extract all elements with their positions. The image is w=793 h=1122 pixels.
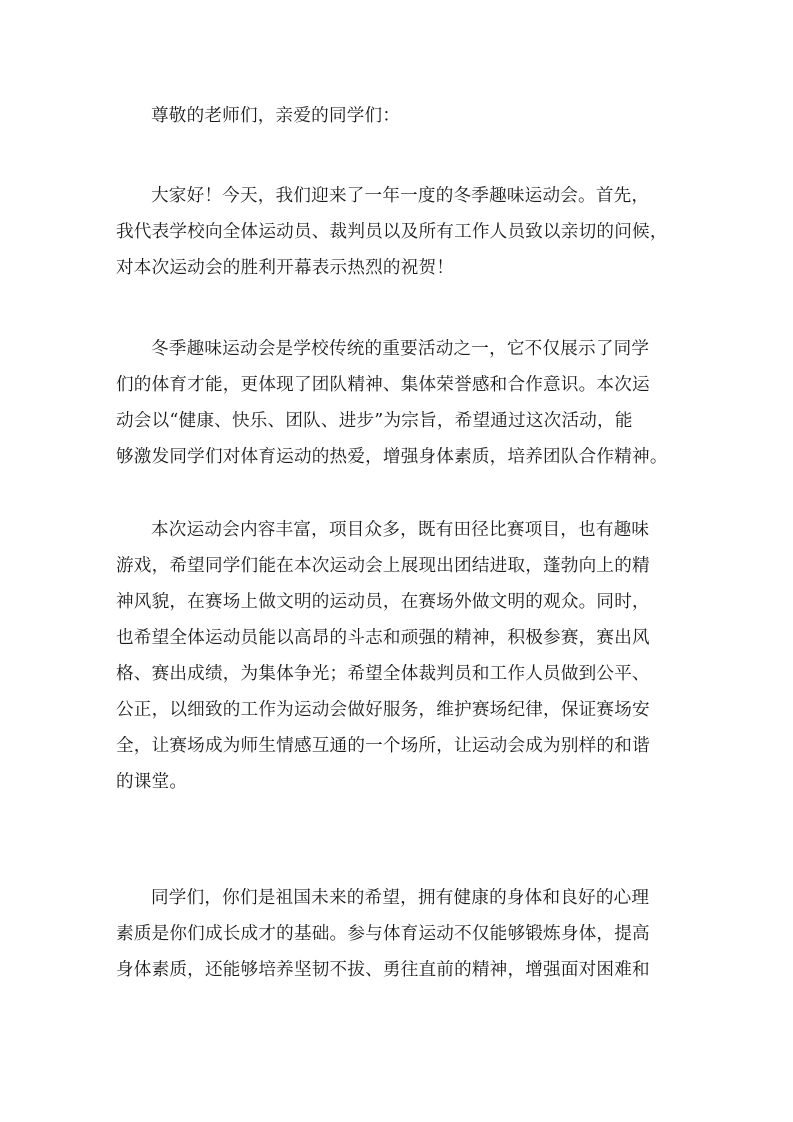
paragraph-line: 动会以“健康、快乐、团队、进步”为宗旨，希望通过这次活动，能 — [116, 411, 633, 431]
paragraph-line: 也希望全体运动员能以高昂的斗志和顽强的精神，积极参赛，赛出风 — [116, 628, 650, 648]
paragraph-line: 游戏，希望同学们能在本次运动会上展现出团结进取，蓬勃向上的精 — [116, 556, 650, 576]
paragraph-line: 公正，以细致的工作为运动会做好服务，维护赛场纪律，保证赛场安 — [116, 700, 650, 720]
greeting-line: 尊敬的老师们，亲爱的同学们： — [151, 106, 401, 126]
paragraph-line: 的课堂。 — [116, 772, 188, 792]
paragraph-line: 素质是你们成长成才的基础。参与体育运动不仅能够锻炼身体，提高 — [116, 924, 650, 944]
paragraph-line: 身体素质，还能够培养坚韧不拔、勇往直前的精神，增强面对困难和 — [116, 960, 650, 980]
paragraph-line: 够激发同学们对体育运动的热爱，增强身体素质，培养团队合作精神。 — [116, 447, 668, 467]
paragraph-line: 神风貌，在赛场上做文明的运动员，在赛场外做文明的观众。同时， — [116, 592, 650, 612]
paragraph-line: 全，让赛场成为师生情感互通的一个场所，让运动会成为别样的和谐 — [116, 736, 650, 756]
paragraph-line: 大家好！今天，我们迎来了一年一度的冬季趣味运动会。首先， — [151, 186, 650, 206]
paragraph-line: 本次运动会内容丰富，项目众多，既有田径比赛项目，也有趣味 — [151, 520, 650, 540]
paragraph-line: 冬季趣味运动会是学校传统的重要活动之一，它不仅展示了同学 — [151, 339, 650, 359]
paragraph-line: 同学们，你们是祖国未来的希望，拥有健康的身体和良好的心理 — [151, 888, 650, 908]
paragraph-line: 格、赛出成绩，为集体争光；希望全体裁判员和工作人员做到公平、 — [116, 664, 650, 684]
paragraph-line: 我代表学校向全体运动员、裁判员以及所有工作人员致以亲切的问候， — [116, 222, 668, 242]
paragraph-line: 们的体育才能，更体现了团队精神、集体荣誉感和合作意识。本次运 — [116, 375, 650, 395]
paragraph-line: 对本次运动会的胜利开幕表示热烈的祝贺！ — [116, 258, 455, 278]
